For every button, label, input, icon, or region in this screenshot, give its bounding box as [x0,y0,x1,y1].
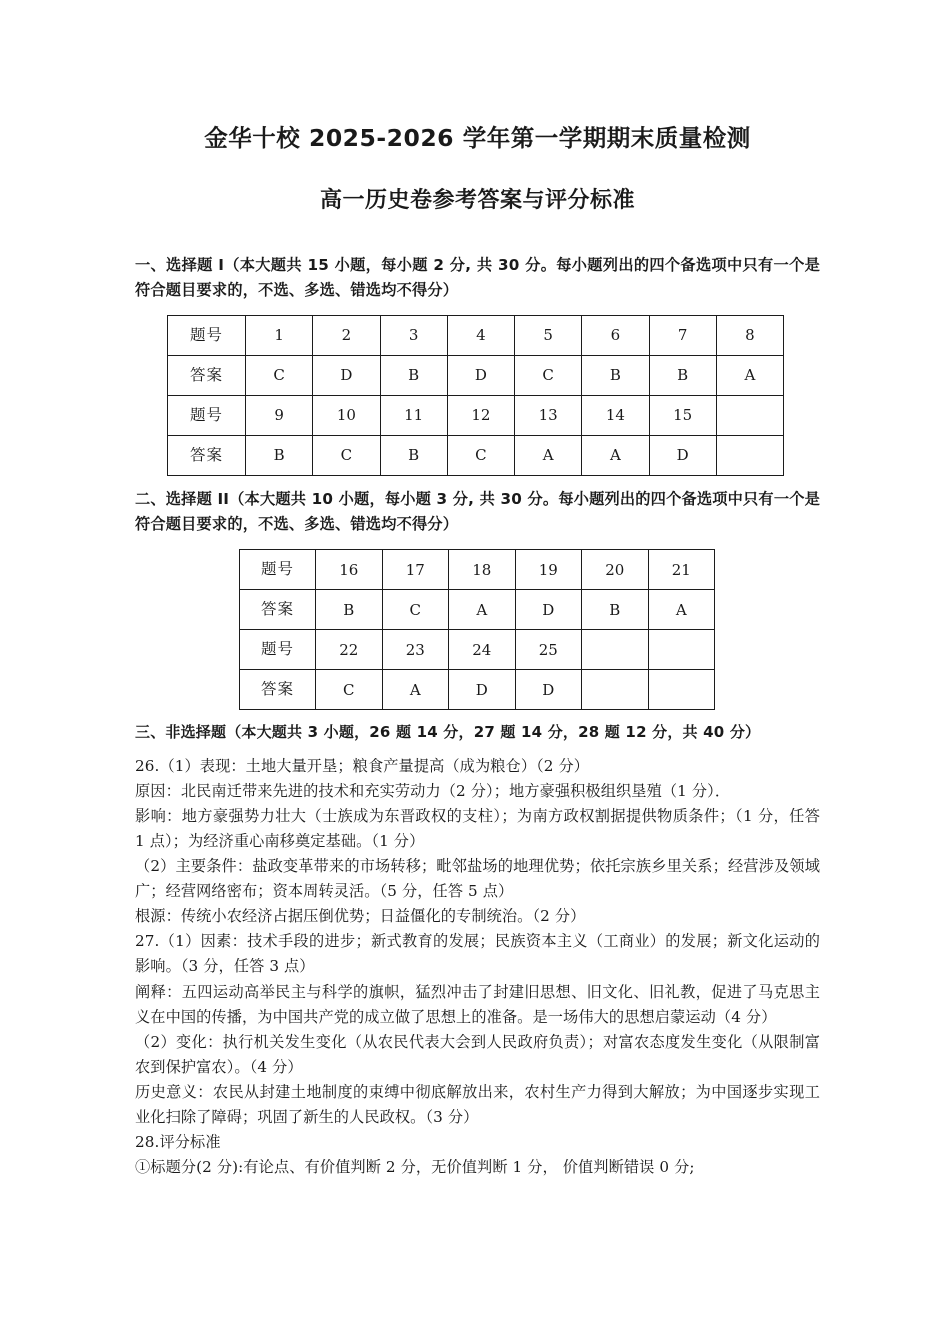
table-cell: 14 [582,396,649,436]
table-cell: 2 [313,316,380,356]
table-cell: 15 [649,396,716,436]
table-cell: 10 [313,396,380,436]
table-cell: 24 [449,630,516,670]
table-cell: 21 [648,550,715,590]
answer-paragraph: 历史意义：农民从封建土地制度的束缚中彻底解放出来，农村生产力得到大解放；为中国逐步实现工业化扫除了障碍；巩固了新生的人民政权。（3 分） [135,1082,820,1126]
table-cell: C [382,590,449,630]
row-label-answer: 答案 [168,436,246,476]
table-row [240,670,715,710]
table-cell: D [447,356,514,396]
table-cell-empty [648,670,715,710]
row-label-question: 题号 [168,316,246,356]
answer-paragraph: （2）变化：执行机关发生变化（从农民代表大会到人民政府负责）；对富农态度发生变化（从限制富农到保护富农）。（4 分） [135,1032,820,1076]
table-cell: D [449,670,516,710]
table-cell: B [582,590,649,630]
table-cell: 19 [515,550,582,590]
table-cell: 20 [582,550,649,590]
document-title: 金华十校 2025-2026 学年第一学期期末质量检测 [204,124,751,152]
table-cell: 11 [380,396,447,436]
row-label-answer: 答案 [240,670,316,710]
table-cell: B [316,590,383,630]
table-cell: A [449,590,516,630]
table-cell: 9 [246,396,313,436]
table-cell: B [582,356,649,396]
table-cell: C [316,670,383,710]
section-two-heading: 二、选择题 II（本大题共 10 小题，每小题 3 分, 共 30 分。每小题列出的四个备选项中只有一个是符合题目要求的，不选、多选、错选均不得分） [135,490,820,533]
section-two-answer-table-wrapper [135,536,820,710]
answer-paragraph: 26.（1）表现：土地大量开垦；粮食产量提高（成为粮仓）（2 分） [135,756,590,775]
table-row [240,550,715,590]
table-cell: 25 [515,630,582,670]
table-cell: D [649,436,716,476]
table-cell-empty [716,396,783,436]
table-cell: B [380,356,447,396]
table-cell: 6 [582,316,649,356]
table-cell: C [246,356,313,396]
table-cell: C [447,436,514,476]
table-row [240,590,715,630]
table-cell: A [382,670,449,710]
row-label-question: 题号 [240,550,316,590]
table-cell: 5 [515,316,582,356]
table-cell: A [716,356,783,396]
answer-table-part-one [167,315,784,476]
table-cell: 18 [449,550,516,590]
answer-paragraph: 原因：北民南迁带来先进的技术和充实劳动力（2 分）；地方豪强积极组织垦殖（1 分）． [135,781,731,800]
table-cell: 1 [246,316,313,356]
table-cell: B [380,436,447,476]
table-cell: B [246,436,313,476]
answer-table-part-two [239,549,715,710]
section-one-heading: 一、选择题 I（本大题共 15 小题，每小题 2 分, 共 30 分。每小题列出的四个备选项中只有一个是符合题目要求的，不选、多选、错选均不得分） [135,255,820,299]
table-row [168,396,784,436]
table-cell: 12 [447,396,514,436]
table-cell: B [649,356,716,396]
row-label-question: 题号 [240,630,316,670]
table-cell: A [582,436,649,476]
table-cell: C [515,356,582,396]
table-cell-empty [582,630,649,670]
document-subtitle: 高一历史卷参考答案与评分标准 [319,188,635,214]
table-row [168,316,784,356]
table-cell: 7 [649,316,716,356]
table-cell-empty [648,630,715,670]
row-label-answer: 答案 [168,356,246,396]
row-label-answer: 答案 [240,590,316,630]
table-cell: 23 [382,630,449,670]
answer-paragraph: （2）主要条件：盐政变革带来的市场转移；毗邻盐场的地理优势；依托宗族乡里关系；经营涉及领域广；经营网络密布；资本周转灵活。（5 分，任答 5 点） [135,857,820,901]
table-cell: C [313,436,380,476]
table-cell: D [515,590,582,630]
table-cell: 3 [380,316,447,356]
answer-paragraph: 阐释：五四运动高举民主与科学的旗帜，猛烈冲击了封建旧思想、旧文化、旧礼教，促进了马克思主义在中国的传播，为中国共产党的成立做了思想上的准备。是一场伟大的思想启蒙运动（4 分） [135,982,820,1026]
table-row [168,436,784,476]
section-one-answer-table-wrapper [135,302,820,476]
table-cell: 16 [316,550,383,590]
table-cell: 13 [515,396,582,436]
answer-paragraph: ①标题分(2 分):有论点、有价值判断 2 分，无价值判断 1 分， 价值判断错误 0 分; [135,1158,695,1177]
answer-paragraph: 27.（1）因素：技术手段的进步；新式教育的发展；民族资本主义（工商业）的发展；新文化运动的影响。（3 分，任答 3 点） [135,932,820,976]
answer-paragraph: 影响：地方豪强势力壮大（士族成为东晋政权的支柱）；为南方政权割据提供物质条件；（1 分，任答 1 点）；为经济重心南移奠定基础。（1 分） [135,806,820,850]
table-cell: 4 [447,316,514,356]
free-response-answers [135,745,820,1181]
table-cell: D [313,356,380,396]
table-cell: 22 [316,630,383,670]
table-cell-empty [582,670,649,710]
table-cell: 17 [382,550,449,590]
table-row [168,356,784,396]
table-cell: D [515,670,582,710]
table-cell: A [648,590,715,630]
section-three-heading: 三、非选择题（本大题共 3 小题，26 题 14 分，27 题 14 分，28 题 12 分，共 40 分） [135,723,761,742]
answer-paragraph: 根源：传统小农经济占据压倒优势；日益僵化的专制统治。（2 分） [135,907,586,926]
table-cell: 8 [716,316,783,356]
table-cell-empty [716,436,783,476]
row-label-question: 题号 [168,396,246,436]
table-cell: A [515,436,582,476]
answer-paragraph: 28.评分标准 [135,1133,221,1152]
table-row [240,630,715,670]
